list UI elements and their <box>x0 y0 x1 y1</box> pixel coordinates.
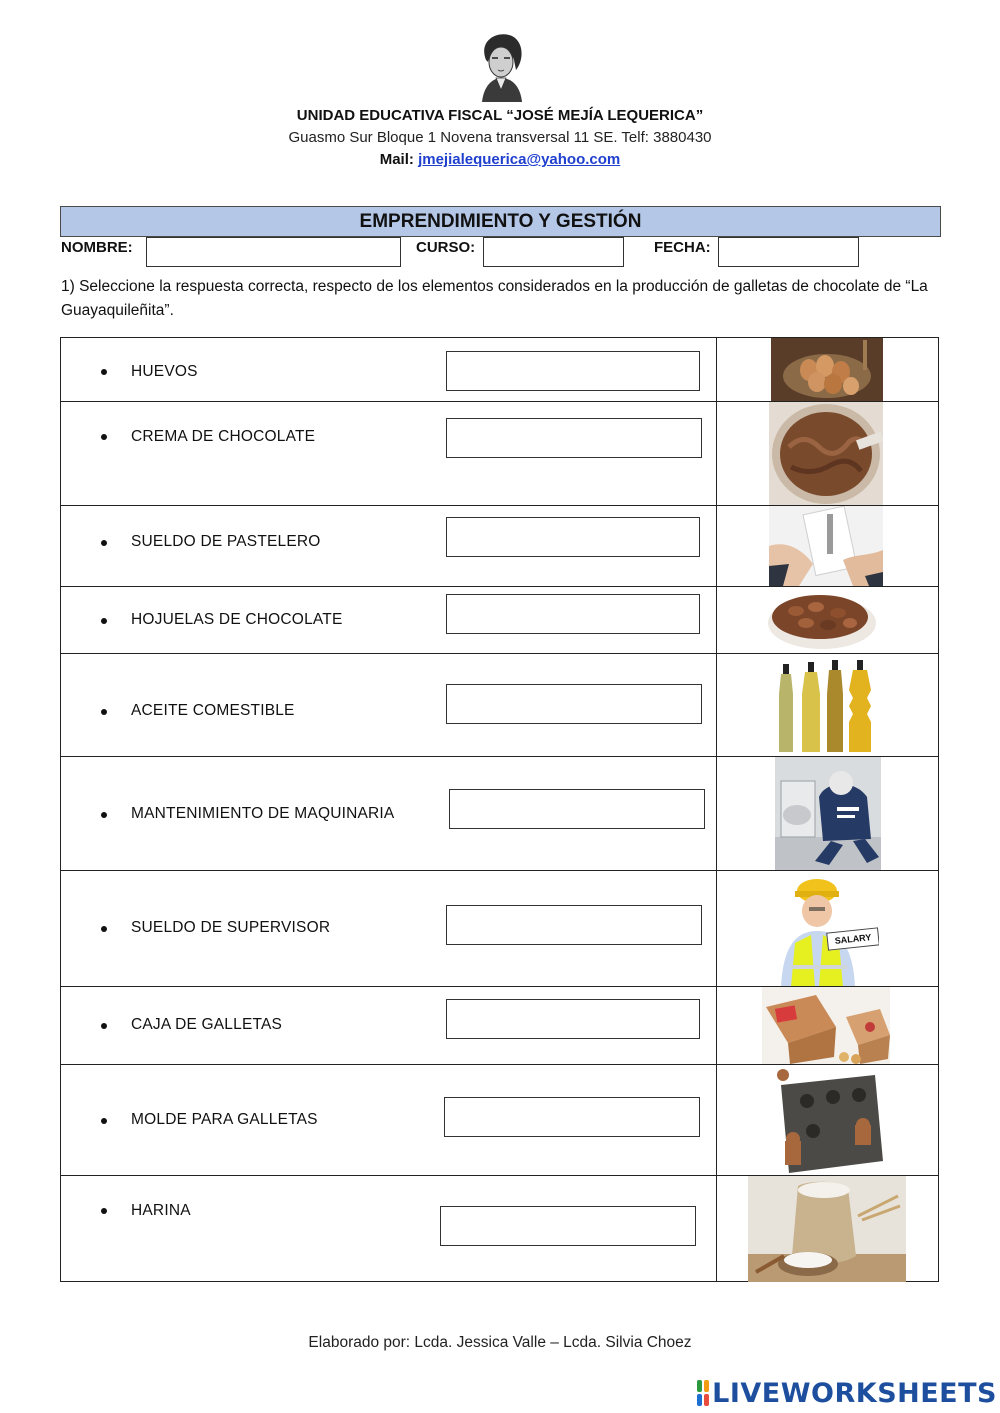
table-row <box>61 401 938 505</box>
answer-input[interactable] <box>446 594 700 634</box>
mail-label: Mail: <box>379 151 414 168</box>
paycheck-photo <box>769 506 883 586</box>
bullet-icon <box>101 709 107 715</box>
course-label: CURSO: <box>416 239 476 256</box>
school-mail <box>0 151 1000 168</box>
name-input[interactable] <box>146 237 401 267</box>
answer-input[interactable] <box>449 789 705 829</box>
name-label: NOMBRE: <box>61 239 133 256</box>
salary-sign: SALARY <box>826 927 879 950</box>
cookie-boxes-photo <box>762 987 890 1064</box>
table-row <box>61 1064 938 1175</box>
chocolate-cream-photo <box>769 402 883 506</box>
answer-input[interactable] <box>446 905 702 945</box>
school-patron-portrait <box>468 30 532 102</box>
table-row <box>61 1175 938 1282</box>
flour-sack-photo <box>748 1176 906 1282</box>
items-table <box>60 337 939 1282</box>
liveworksheets-mark-icon <box>697 1380 709 1406</box>
machine-repair-photo <box>775 757 881 870</box>
bullet-icon <box>101 434 107 440</box>
table-row <box>61 505 938 586</box>
subject-title: EMPRENDIMIENTO Y GESTIÓN <box>60 206 941 237</box>
bullet-icon <box>101 812 107 818</box>
eggs-photo <box>771 338 883 401</box>
table-row <box>61 870 938 986</box>
table-row <box>61 986 938 1064</box>
cookie-mold-photo <box>771 1065 883 1176</box>
table-row <box>61 756 938 870</box>
item-label: SUELDO DE PASTELERO <box>131 533 321 550</box>
school-name: UNIDAD EDUCATIVA FISCAL “JOSÉ MEJÍA LEQUERICA” <box>296 107 704 124</box>
bullet-icon <box>101 1208 107 1214</box>
answer-input[interactable] <box>446 517 700 557</box>
item-label: CREMA DE CHOCOLATE <box>131 428 316 445</box>
answer-input[interactable] <box>446 999 700 1039</box>
bullet-icon <box>101 1118 107 1124</box>
bullet-icon <box>101 1023 107 1029</box>
answer-input[interactable] <box>446 684 702 724</box>
table-row <box>61 586 938 653</box>
date-input[interactable] <box>718 237 859 267</box>
item-label: HARINA <box>131 1202 191 1219</box>
oil-bottles-photo <box>775 654 881 756</box>
supervisor-salary-photo <box>767 873 879 987</box>
answer-input[interactable] <box>446 351 700 391</box>
answer-input[interactable] <box>446 418 702 458</box>
bullet-icon <box>101 926 107 932</box>
footer-credits: Elaborado por: Lcda. Jessica Valle – Lcda. Silvia Choez <box>308 1334 692 1351</box>
mail-link[interactable]: jmejialequerica@yahoo.com <box>418 151 621 168</box>
table-row <box>61 653 938 756</box>
answer-input[interactable] <box>444 1097 700 1137</box>
item-label: CAJA DE GALLETAS <box>131 1016 283 1033</box>
bullet-icon <box>101 369 107 375</box>
bullet-icon <box>101 618 107 624</box>
table-row <box>61 338 938 401</box>
item-label: MOLDE PARA GALLETAS <box>131 1111 318 1128</box>
item-label: HUEVOS <box>131 363 198 380</box>
bullet-icon <box>101 540 107 546</box>
chocolate-flakes-photo <box>766 587 878 653</box>
item-label: ACEITE COMESTIBLE <box>131 702 295 719</box>
liveworksheets-logo[interactable] <box>697 1376 997 1410</box>
liveworksheets-wordmark: LIVEWORKSHEETS <box>712 1377 997 1409</box>
course-input[interactable] <box>483 237 624 267</box>
question-instruction: 1) Seleccione la respuesta correcta, respecto de los elementos considerados en la producción de galletas de chocolate de “La Guayaquileñita”. <box>61 278 928 319</box>
item-label: HOJUELAS DE CHOCOLATE <box>131 611 343 628</box>
date-label: FECHA: <box>654 239 711 256</box>
item-label: SUELDO DE SUPERVISOR <box>131 919 331 936</box>
school-address: Guasmo Sur Bloque 1 Novena transversal 11 SE. Telf: 3880430 <box>288 129 712 146</box>
answer-input[interactable] <box>440 1206 696 1246</box>
item-label: MANTENIMIENTO DE MAQUINARIA <box>131 805 395 822</box>
